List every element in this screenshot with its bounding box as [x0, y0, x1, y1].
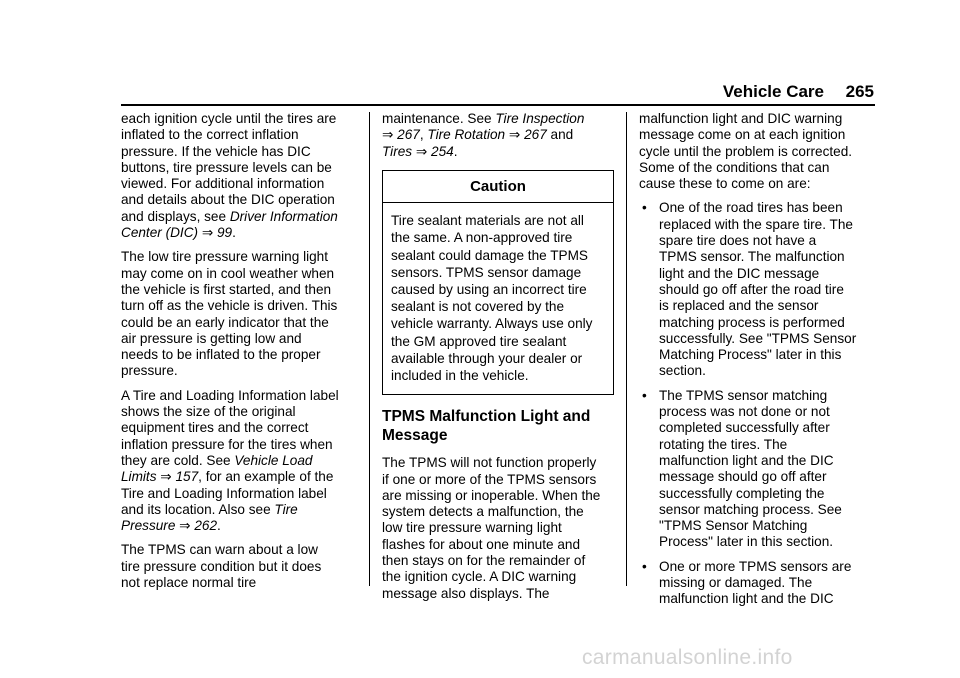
- text-line: included in the vehicle.: [391, 368, 529, 384]
- text-line: The TPMS will not function properly: [382, 455, 597, 471]
- page-reference[interactable]: 157: [175, 469, 199, 485]
- text-line: successfully. See "TPMS Sensor: [659, 330, 857, 346]
- caution-body: [383, 203, 613, 394]
- text-line: Tire sealant materials are not all: [391, 213, 584, 229]
- text-line: "TPMS Sensor Matching: [659, 518, 808, 534]
- page-ref-arrow-icon: ⇒: [382, 127, 398, 143]
- page-reference[interactable]: 254: [431, 143, 454, 159]
- text-line: Process" later in this section.: [659, 534, 834, 550]
- text-run: buttons, tire pressure levels can be: [121, 159, 332, 175]
- text-run: and details about the DIC operation: [121, 192, 335, 208]
- text-run: and its location. Also see: [121, 501, 275, 517]
- text-line: [121, 266, 361, 282]
- text-run: viewed. For additional information: [121, 176, 325, 192]
- text-line: process was not done or not: [659, 404, 830, 420]
- text-line: [121, 437, 361, 453]
- cross-reference-link[interactable]: Center (DIC): [121, 225, 199, 241]
- text-line: the ignition cycle. A DIC warning: [382, 569, 577, 585]
- text-line: [121, 453, 361, 469]
- text-line: [382, 127, 614, 143]
- text-run: may come on in cool weather when: [121, 265, 335, 281]
- text-line: caused by using an incorrect tire: [391, 282, 587, 297]
- text-line: spare tire does not have a: [659, 233, 817, 249]
- text-line: available through your dealer or: [391, 350, 583, 366]
- cross-reference-link[interactable]: Pressure: [121, 518, 176, 534]
- text-line: sealant is not covered by the: [391, 299, 565, 315]
- text-run: and: [546, 127, 574, 143]
- text-run: they are cold. See: [121, 452, 235, 468]
- text-run: maintenance. See: [382, 111, 496, 126]
- text-line: [121, 282, 361, 298]
- cross-reference-link[interactable]: Vehicle Load: [234, 452, 313, 468]
- text-line: Message: [382, 427, 448, 445]
- text-line: flashes for about one minute and: [382, 536, 580, 552]
- column-divider-2: [626, 112, 627, 586]
- text-line: sensor matching process. See: [659, 501, 842, 517]
- text-line: message come on at each ignition: [639, 127, 846, 143]
- text-run: needs to be inflated to the proper: [121, 347, 321, 363]
- text-line: [121, 363, 361, 379]
- text-line: is replaced and the sensor: [659, 298, 819, 314]
- text-run: tire pressure condition but it does: [121, 558, 322, 574]
- page-reference[interactable]: 267: [524, 127, 547, 143]
- text-line: [121, 249, 361, 265]
- text-line: [382, 111, 614, 127]
- text-line: [121, 209, 361, 225]
- col1-paragraph: [121, 388, 361, 535]
- page-reference[interactable]: 267: [397, 127, 420, 143]
- column-3: [639, 111, 879, 616]
- bullet-item: [639, 388, 879, 551]
- text-line: [121, 388, 361, 404]
- text-line: rotating the tires. The: [659, 436, 788, 452]
- caution-title: Caution: [383, 171, 613, 203]
- page-ref-arrow-icon: ⇒: [175, 518, 195, 534]
- cross-reference-link[interactable]: Tire: [274, 501, 298, 517]
- text-line: section.: [659, 363, 706, 379]
- page-reference[interactable]: 99: [217, 225, 233, 241]
- text-run: pressure.: [121, 363, 178, 379]
- text-run: inflation pressure for the tires when: [121, 436, 333, 452]
- text-line: are missing or inoperable. When the: [382, 487, 601, 503]
- text-run: air pressure is getting low and: [121, 330, 302, 346]
- watermark: carmanualsonline.info: [582, 646, 793, 669]
- text-line: [121, 347, 361, 363]
- cross-reference-link[interactable]: Tire Inspection: [495, 111, 585, 126]
- text-run: The TPMS can warn about a low: [121, 542, 318, 558]
- text-line: malfunction light and the DIC: [659, 591, 834, 607]
- text-line: malfunction light and the DIC: [659, 452, 834, 468]
- col1-paragraph: [121, 111, 361, 241]
- page-ref-arrow-icon: ⇒: [412, 143, 432, 159]
- text-run: A Tire and Loading Information label: [121, 387, 339, 403]
- text-line: TPMS Malfunction Light and: [382, 408, 591, 426]
- text-line: [121, 518, 361, 534]
- text-line: [121, 404, 361, 420]
- bullet-list: [639, 200, 879, 607]
- text-run: not replace normal tire: [121, 575, 257, 591]
- text-line: [121, 127, 361, 143]
- text-line: low tire pressure warning light: [382, 520, 562, 536]
- text-line: Some of the conditions that can: [639, 159, 830, 175]
- text-line: malfunction light and DIC warning: [639, 111, 843, 126]
- text-line: cause these to come on are:: [639, 176, 811, 192]
- text-run: .: [217, 518, 221, 534]
- text-line: if one or more of the TPMS sensors: [382, 471, 597, 487]
- text-run: , for an example of the: [198, 469, 334, 485]
- text-run: inflated to the correct inflation: [121, 127, 299, 143]
- cross-reference-link[interactable]: Driver Information: [229, 208, 338, 224]
- page-reference[interactable]: 262: [194, 518, 218, 534]
- text-line: [121, 420, 361, 436]
- text-line: the GM approved tire sealant: [391, 333, 567, 349]
- text-line: [121, 160, 361, 176]
- col1-paragraph: [121, 542, 361, 591]
- text-run: ,: [419, 127, 428, 143]
- text-line: [121, 486, 361, 502]
- caution-box: [382, 170, 614, 395]
- page-ref-arrow-icon: ⇒: [198, 225, 217, 241]
- text-line: [121, 559, 361, 575]
- header-rule: [121, 104, 875, 106]
- text-line: One of the road tires has been: [659, 200, 843, 216]
- text-line: [121, 469, 361, 485]
- text-line: [121, 542, 361, 558]
- text-line: [382, 144, 614, 160]
- text-line: [121, 176, 361, 192]
- text-line: the same. A non-approved tire: [391, 230, 573, 246]
- text-run: .: [232, 225, 236, 241]
- text-run: equipment tires and the correct: [121, 420, 309, 436]
- col2-paragraph: [382, 455, 614, 602]
- text-run: Tire and Loading Information label: [121, 485, 327, 501]
- text-line: system detects a malfunction, the: [382, 504, 584, 520]
- text-run: each ignition cycle until the tires are: [121, 111, 337, 126]
- text-line: TPMS sensor. The malfunction: [659, 249, 845, 265]
- text-run: the vehicle is first started, and then: [121, 281, 332, 297]
- text-line: completed successfully after: [659, 420, 830, 436]
- section-title: Vehicle Care: [722, 82, 824, 101]
- text-line: sealant could damage the TPMS: [391, 247, 588, 263]
- column-divider-1: [369, 112, 370, 586]
- text-line: matching process is performed: [659, 314, 845, 330]
- text-run: shows the size of the original: [121, 404, 296, 420]
- text-line: One or more TPMS sensors are: [659, 558, 852, 574]
- text-line: [121, 298, 361, 314]
- cross-reference-link[interactable]: Tire Rotation: [427, 127, 506, 143]
- text-line: successfully completing the: [659, 485, 825, 501]
- cross-reference-link[interactable]: Tires: [382, 143, 413, 159]
- text-line: then stays on for the remainder of: [382, 553, 586, 568]
- text-line: [121, 192, 361, 208]
- column-1: [121, 111, 361, 599]
- text-run: and displays, see: [121, 208, 230, 224]
- text-line: message also displays. The: [382, 585, 550, 601]
- text-run: pressure. If the vehicle has DIC: [121, 143, 311, 159]
- page-number: 265: [845, 82, 874, 101]
- text-line: replaced with the spare tire. The: [659, 216, 853, 232]
- bullet-item: [639, 200, 879, 379]
- section-heading: [382, 407, 614, 445]
- text-line: [121, 111, 361, 127]
- bullet-icon: •: [642, 387, 647, 403]
- text-run: turn off as the vehicle is driven. This: [121, 298, 338, 314]
- text-run: .: [453, 143, 458, 159]
- page-ref-arrow-icon: ⇒: [505, 127, 525, 143]
- text-line: missing or damaged. The: [659, 575, 813, 591]
- col3-paragraph: [639, 111, 879, 192]
- text-run: The low tire pressure warning light: [121, 249, 329, 265]
- text-line: should go off after the road tire: [659, 281, 844, 297]
- text-line: message should go off after: [659, 469, 827, 485]
- text-line: cycle until the problem is corrected.: [639, 143, 853, 159]
- text-run: could be an early indicator that the: [121, 314, 329, 330]
- col1-paragraph: [121, 249, 361, 379]
- text-line: [121, 225, 361, 241]
- text-line: vehicle warranty. Always use only: [391, 316, 593, 332]
- text-line: [121, 331, 361, 347]
- text-line: [121, 315, 361, 331]
- bullet-item: [639, 559, 879, 608]
- bullet-icon: •: [642, 558, 647, 574]
- cross-reference-link[interactable]: Limits: [121, 469, 157, 485]
- text-line: Matching Process" later in this: [659, 347, 842, 363]
- column-2: [382, 111, 614, 610]
- col2-paragraph: [382, 111, 614, 160]
- text-line: The TPMS sensor matching: [659, 387, 828, 403]
- page-ref-arrow-icon: ⇒: [156, 469, 176, 485]
- text-line: [121, 502, 361, 518]
- bullet-icon: •: [642, 200, 647, 216]
- text-line: [121, 575, 361, 591]
- text-line: light and the DIC message: [659, 265, 820, 281]
- text-line: [121, 144, 361, 160]
- text-line: sensors. TPMS sensor damage: [391, 264, 582, 280]
